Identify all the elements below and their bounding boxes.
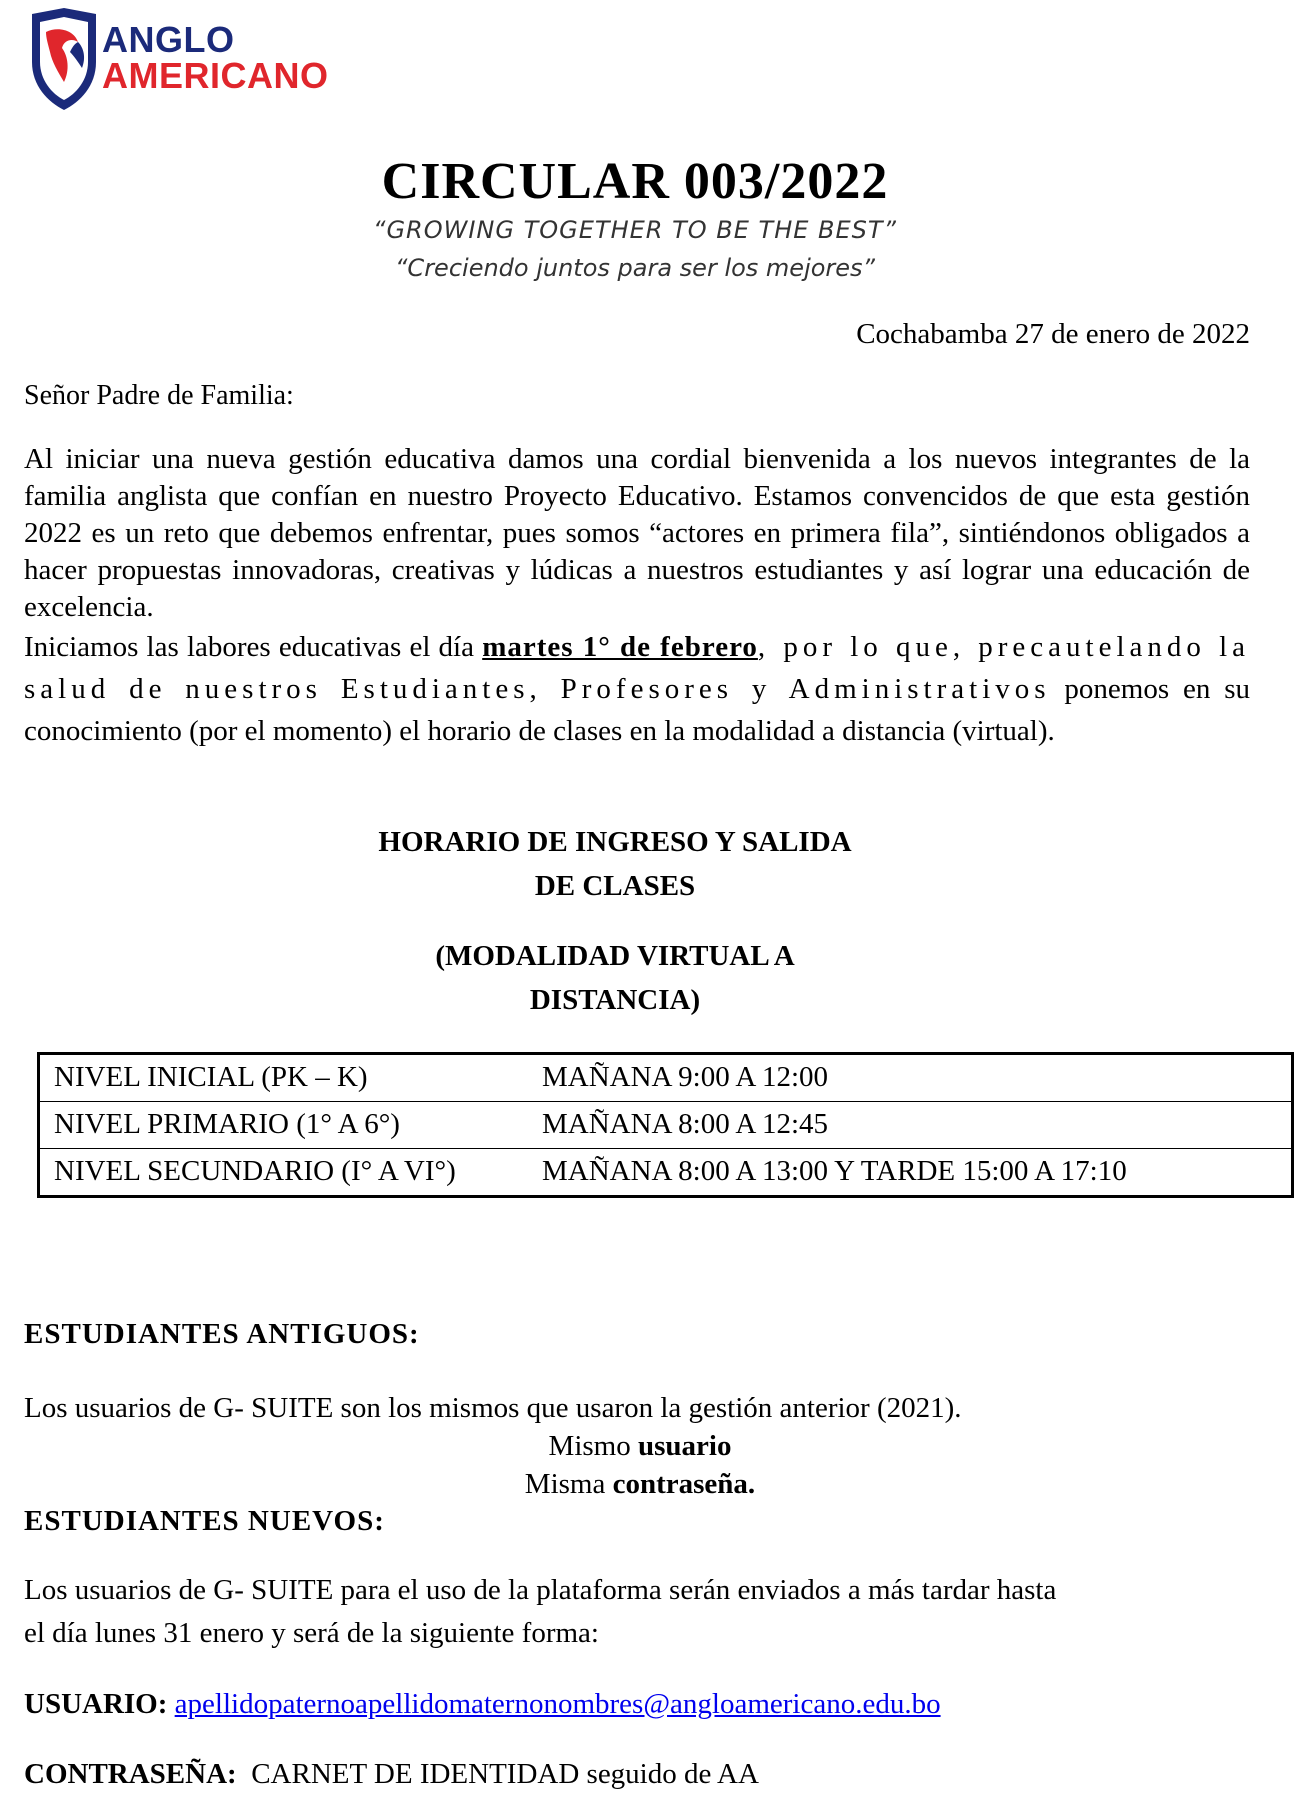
- returning-students-text: Los usuarios de G- SUITE son los mismos que usaron la gestión anterior (2021).: [24, 1392, 962, 1424]
- returning-students-heading: ESTUDIANTES ANTIGUOS:: [24, 1318, 420, 1350]
- time-cell: MAÑANA 8:00 A 13:00 Y TARDE 15:00 A 17:10: [542, 1155, 1127, 1187]
- password-value: CARNET DE IDENTIDAD seguido de AA: [251, 1758, 759, 1790]
- user-label: USUARIO:: [24, 1688, 168, 1720]
- school-logo: [28, 8, 328, 118]
- user-email-link[interactable]: apellidopaternoapellidomaternonombres@angloamericano.edu.bo: [174, 1688, 941, 1720]
- schedule-heading: [0, 820, 1230, 908]
- motto-english: “GROWING TOGETHER TO BE THE BEST”: [373, 216, 897, 244]
- time-cell: MAÑANA 9:00 A 12:00: [528, 1054, 1293, 1102]
- same-password-line: [0, 1468, 1280, 1501]
- circular-title: CIRCULAR 003/2022: [381, 153, 889, 210]
- level-cell: NIVEL INICIAL (PK – K): [39, 1054, 529, 1102]
- same-user-prefix: Mismo: [548, 1430, 638, 1462]
- intro-paragraph: Al iniciar una nueva gestión educativa damos una cordial bienvenida a los nuevos integrantes de la familia anglista que confían en nuestro Proyecto Educativo. Estamos convencidos de que esta gestión 2022 es un reto que debemos enfrentar, pues somos “actores en primera fila”, sintiéndonos obligados a hacer propuestas innovadoras, creativas y lúdicas a nuestros estudiantes y así lograr una educación de excelencia.: [24, 443, 1250, 623]
- shield-logo-icon: [28, 8, 100, 110]
- modality-heading-line1: (MODALIDAD VIRTUAL A: [435, 940, 795, 972]
- modality-heading: [0, 934, 1230, 1022]
- same-user-line: [0, 1430, 1280, 1463]
- new-students-text-line2: el día lunes 31 enero y será de la siguiente forma:: [24, 1617, 599, 1649]
- table-row: [39, 1102, 1293, 1149]
- table-row: [39, 1054, 1293, 1102]
- modality-heading-line2: DISTANCIA): [529, 984, 701, 1016]
- greeting: Señor Padre de Familia:: [24, 380, 294, 411]
- user-line: [24, 1688, 941, 1721]
- table-row: [39, 1149, 1293, 1197]
- new-students-heading: ESTUDIANTES NUEVOS:: [24, 1505, 385, 1537]
- start-text-spaced: , por lo que, precautelando la salud de nuestros Estudiantes, Profesores y Administrativos: [24, 631, 1250, 705]
- schedule-heading-line2: DE CLASES: [534, 870, 696, 902]
- date-line: Cochabamba 27 de enero de 2022: [856, 318, 1250, 350]
- start-date-emphasis: martes 1° de febrero: [482, 631, 758, 663]
- same-password-bold: contraseña.: [612, 1468, 756, 1500]
- time-cell: MAÑANA 8:00 A 12:45: [528, 1102, 1293, 1149]
- schedule-heading-line1: HORARIO DE INGRESO Y SALIDA: [378, 826, 852, 858]
- new-students-text-line1: Los usuarios de G- SUITE para el uso de la plataforma serán enviados a más tardar hasta: [24, 1574, 1057, 1606]
- password-label: CONTRASEÑA:: [24, 1758, 237, 1790]
- start-text: Iniciamos las labores educativas el día: [24, 631, 483, 663]
- level-cell: NIVEL PRIMARIO (1° A 6°): [39, 1102, 529, 1149]
- schedule-table: [37, 1052, 1294, 1198]
- logo-text-americano: AMERICANO: [102, 55, 329, 96]
- start-text-end: ponemos en su conocimiento (por el momento) el horario de clases en la modalidad a distancia (virtual).: [24, 673, 1250, 747]
- same-password-prefix: Misma: [524, 1468, 613, 1500]
- level-cell: NIVEL SECUNDARIO (I° A VI°): [54, 1155, 456, 1187]
- logo-text-anglo: ANGLO: [102, 19, 235, 60]
- motto-spanish: “Creciendo juntos para ser los mejores”: [395, 254, 875, 282]
- password-line: [24, 1758, 759, 1791]
- same-user-bold: usuario: [637, 1430, 732, 1462]
- start-paragraph: [24, 626, 1250, 752]
